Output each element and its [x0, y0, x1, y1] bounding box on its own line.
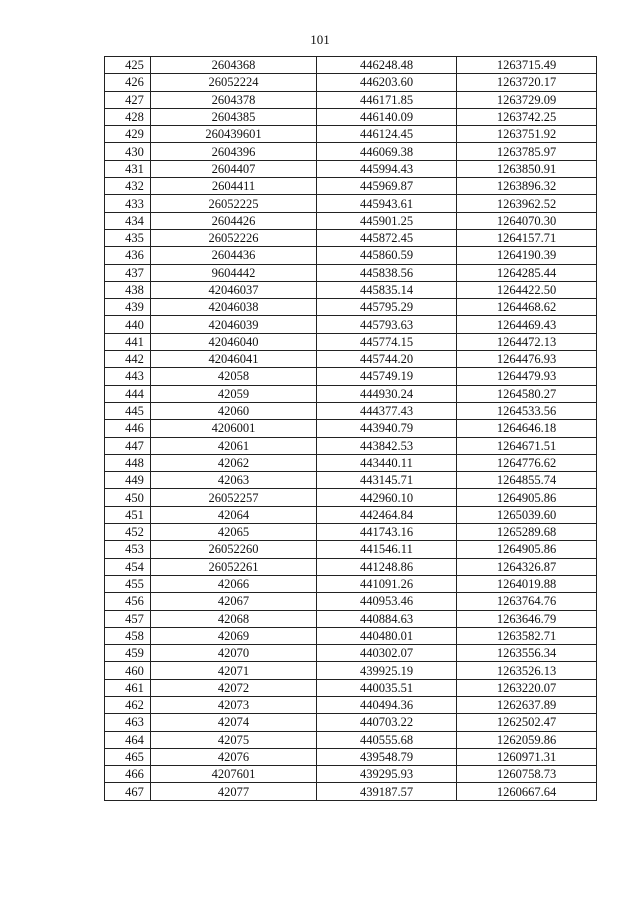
- coordinates-table-body: [105, 57, 597, 801]
- point-id-cell: 42076: [151, 748, 317, 765]
- x-coordinate-cell: 440302.07: [317, 645, 457, 662]
- table-row: [105, 333, 597, 350]
- table-row: [105, 437, 597, 454]
- table-row: [105, 281, 597, 298]
- table-row: [105, 593, 597, 610]
- x-coordinate-cell: 445774.15: [317, 333, 457, 350]
- table-row: [105, 783, 597, 800]
- row-index-cell: 436: [105, 247, 151, 264]
- table-row: [105, 247, 597, 264]
- row-index-cell: 445: [105, 402, 151, 419]
- y-coordinate-cell: 1262502.47: [457, 714, 597, 731]
- table-row: [105, 195, 597, 212]
- table-row: [105, 229, 597, 246]
- x-coordinate-cell: 439548.79: [317, 748, 457, 765]
- point-id-cell: 42046041: [151, 351, 317, 368]
- point-id-cell: 2604411: [151, 178, 317, 195]
- y-coordinate-cell: 1263556.34: [457, 645, 597, 662]
- table-row: [105, 160, 597, 177]
- point-id-cell: 26052261: [151, 558, 317, 575]
- y-coordinate-cell: 1260758.73: [457, 766, 597, 783]
- y-coordinate-cell: 1264580.27: [457, 385, 597, 402]
- point-id-cell: 26052224: [151, 74, 317, 91]
- y-coordinate-cell: 1260667.64: [457, 783, 597, 800]
- x-coordinate-cell: 445901.25: [317, 212, 457, 229]
- row-index-cell: 460: [105, 662, 151, 679]
- table-row: [105, 645, 597, 662]
- row-index-cell: 452: [105, 524, 151, 541]
- y-coordinate-cell: 1262059.86: [457, 731, 597, 748]
- y-coordinate-cell: 1264468.62: [457, 299, 597, 316]
- table-row: [105, 368, 597, 385]
- point-id-cell: 4207601: [151, 766, 317, 783]
- x-coordinate-cell: 442464.84: [317, 506, 457, 523]
- table-row: [105, 627, 597, 644]
- point-id-cell: 9604442: [151, 264, 317, 281]
- x-coordinate-cell: 445872.45: [317, 229, 457, 246]
- y-coordinate-cell: 1263582.71: [457, 627, 597, 644]
- row-index-cell: 442: [105, 351, 151, 368]
- y-coordinate-cell: 1264469.43: [457, 316, 597, 333]
- y-coordinate-cell: 1264070.30: [457, 212, 597, 229]
- table-row: [105, 420, 597, 437]
- y-coordinate-cell: 1264646.18: [457, 420, 597, 437]
- point-id-cell: 26052226: [151, 229, 317, 246]
- x-coordinate-cell: 446248.48: [317, 57, 457, 74]
- table-row: [105, 351, 597, 368]
- point-id-cell: 42046037: [151, 281, 317, 298]
- point-id-cell: 42065: [151, 524, 317, 541]
- y-coordinate-cell: 1263742.25: [457, 108, 597, 125]
- table-row: [105, 541, 597, 558]
- point-id-cell: 2604407: [151, 160, 317, 177]
- point-id-cell: 26052225: [151, 195, 317, 212]
- x-coordinate-cell: 441248.86: [317, 558, 457, 575]
- table-row: [105, 489, 597, 506]
- row-index-cell: 463: [105, 714, 151, 731]
- row-index-cell: 455: [105, 575, 151, 592]
- table-row: [105, 316, 597, 333]
- x-coordinate-cell: 441743.16: [317, 524, 457, 541]
- row-index-cell: 446: [105, 420, 151, 437]
- row-index-cell: 451: [105, 506, 151, 523]
- row-index-cell: 438: [105, 281, 151, 298]
- row-index-cell: 459: [105, 645, 151, 662]
- table-row: [105, 126, 597, 143]
- page-number: 101: [310, 32, 330, 47]
- y-coordinate-cell: 1264019.88: [457, 575, 597, 592]
- point-id-cell: 42074: [151, 714, 317, 731]
- y-coordinate-cell: 1263220.07: [457, 679, 597, 696]
- x-coordinate-cell: 445744.20: [317, 351, 457, 368]
- table-row: [105, 662, 597, 679]
- x-coordinate-cell: 445749.19: [317, 368, 457, 385]
- table-row: [105, 472, 597, 489]
- point-id-cell: 42046038: [151, 299, 317, 316]
- x-coordinate-cell: 443940.79: [317, 420, 457, 437]
- x-coordinate-cell: 440480.01: [317, 627, 457, 644]
- point-id-cell: 42063: [151, 472, 317, 489]
- row-index-cell: 428: [105, 108, 151, 125]
- x-coordinate-cell: 446069.38: [317, 143, 457, 160]
- point-id-cell: 42058: [151, 368, 317, 385]
- row-index-cell: 435: [105, 229, 151, 246]
- x-coordinate-cell: 445838.56: [317, 264, 457, 281]
- row-index-cell: 465: [105, 748, 151, 765]
- y-coordinate-cell: 1264776.62: [457, 454, 597, 471]
- row-index-cell: 449: [105, 472, 151, 489]
- table-row: [105, 696, 597, 713]
- y-coordinate-cell: 1263850.91: [457, 160, 597, 177]
- x-coordinate-cell: 444930.24: [317, 385, 457, 402]
- point-id-cell: 42068: [151, 610, 317, 627]
- y-coordinate-cell: 1264326.87: [457, 558, 597, 575]
- table-row: [105, 299, 597, 316]
- x-coordinate-cell: 442960.10: [317, 489, 457, 506]
- point-id-cell: 42072: [151, 679, 317, 696]
- point-id-cell: 42077: [151, 783, 317, 800]
- x-coordinate-cell: 443440.11: [317, 454, 457, 471]
- x-coordinate-cell: 446140.09: [317, 108, 457, 125]
- row-index-cell: 425: [105, 57, 151, 74]
- row-index-cell: 443: [105, 368, 151, 385]
- point-id-cell: 2604426: [151, 212, 317, 229]
- y-coordinate-cell: 1264285.44: [457, 264, 597, 281]
- point-id-cell: 42069: [151, 627, 317, 644]
- x-coordinate-cell: 445969.87: [317, 178, 457, 195]
- point-id-cell: 42073: [151, 696, 317, 713]
- row-index-cell: 447: [105, 437, 151, 454]
- x-coordinate-cell: 445860.59: [317, 247, 457, 264]
- table-row: [105, 385, 597, 402]
- x-coordinate-cell: 445943.61: [317, 195, 457, 212]
- point-id-cell: 42060: [151, 402, 317, 419]
- y-coordinate-cell: 1264855.74: [457, 472, 597, 489]
- point-id-cell: 42064: [151, 506, 317, 523]
- x-coordinate-cell: 443145.71: [317, 472, 457, 489]
- row-index-cell: 441: [105, 333, 151, 350]
- point-id-cell: 42070: [151, 645, 317, 662]
- y-coordinate-cell: 1265039.60: [457, 506, 597, 523]
- x-coordinate-cell: 446124.45: [317, 126, 457, 143]
- y-coordinate-cell: 1263896.32: [457, 178, 597, 195]
- table-row: [105, 766, 597, 783]
- x-coordinate-cell: 440703.22: [317, 714, 457, 731]
- row-index-cell: 454: [105, 558, 151, 575]
- y-coordinate-cell: 1263785.97: [457, 143, 597, 160]
- table-row: [105, 575, 597, 592]
- x-coordinate-cell: 440494.36: [317, 696, 457, 713]
- y-coordinate-cell: 1264905.86: [457, 541, 597, 558]
- point-id-cell: 4206001: [151, 420, 317, 437]
- x-coordinate-cell: 440953.46: [317, 593, 457, 610]
- y-coordinate-cell: 1264472.13: [457, 333, 597, 350]
- y-coordinate-cell: 1264422.50: [457, 281, 597, 298]
- table-row: [105, 558, 597, 575]
- row-index-cell: 467: [105, 783, 151, 800]
- table-row: [105, 748, 597, 765]
- table-row: [105, 506, 597, 523]
- point-id-cell: 2604385: [151, 108, 317, 125]
- point-id-cell: 42075: [151, 731, 317, 748]
- y-coordinate-cell: 1263764.76: [457, 593, 597, 610]
- y-coordinate-cell: 1264190.39: [457, 247, 597, 264]
- row-index-cell: 432: [105, 178, 151, 195]
- table-row: [105, 212, 597, 229]
- table-row: [105, 679, 597, 696]
- row-index-cell: 453: [105, 541, 151, 558]
- row-index-cell: 464: [105, 731, 151, 748]
- x-coordinate-cell: 440555.68: [317, 731, 457, 748]
- y-coordinate-cell: 1264533.56: [457, 402, 597, 419]
- x-coordinate-cell: 444377.43: [317, 402, 457, 419]
- table-row: [105, 143, 597, 160]
- x-coordinate-cell: 445793.63: [317, 316, 457, 333]
- point-id-cell: 42067: [151, 593, 317, 610]
- x-coordinate-cell: 443842.53: [317, 437, 457, 454]
- table-row: [105, 57, 597, 74]
- row-index-cell: 466: [105, 766, 151, 783]
- table-row: [105, 731, 597, 748]
- x-coordinate-cell: 446171.85: [317, 91, 457, 108]
- point-id-cell: 2604368: [151, 57, 317, 74]
- row-index-cell: 461: [105, 679, 151, 696]
- y-coordinate-cell: 1264476.93: [457, 351, 597, 368]
- row-index-cell: 462: [105, 696, 151, 713]
- point-id-cell: 42059: [151, 385, 317, 402]
- point-id-cell: 42046039: [151, 316, 317, 333]
- row-index-cell: 426: [105, 74, 151, 91]
- y-coordinate-cell: 1264905.86: [457, 489, 597, 506]
- x-coordinate-cell: 445795.29: [317, 299, 457, 316]
- y-coordinate-cell: 1264671.51: [457, 437, 597, 454]
- table-row: [105, 264, 597, 281]
- y-coordinate-cell: 1265289.68: [457, 524, 597, 541]
- row-index-cell: 427: [105, 91, 151, 108]
- point-id-cell: 26052260: [151, 541, 317, 558]
- x-coordinate-cell: 441091.26: [317, 575, 457, 592]
- row-index-cell: 457: [105, 610, 151, 627]
- point-id-cell: 260439601: [151, 126, 317, 143]
- point-id-cell: 42061: [151, 437, 317, 454]
- point-id-cell: 2604378: [151, 91, 317, 108]
- y-coordinate-cell: 1263646.79: [457, 610, 597, 627]
- table-row: [105, 454, 597, 471]
- x-coordinate-cell: 440035.51: [317, 679, 457, 696]
- row-index-cell: 456: [105, 593, 151, 610]
- y-coordinate-cell: 1263751.92: [457, 126, 597, 143]
- row-index-cell: 448: [105, 454, 151, 471]
- y-coordinate-cell: 1263962.52: [457, 195, 597, 212]
- point-id-cell: 2604396: [151, 143, 317, 160]
- x-coordinate-cell: 441546.11: [317, 541, 457, 558]
- table-row: [105, 108, 597, 125]
- point-id-cell: 42071: [151, 662, 317, 679]
- point-id-cell: 42066: [151, 575, 317, 592]
- x-coordinate-cell: 439295.93: [317, 766, 457, 783]
- table-row: [105, 610, 597, 627]
- x-coordinate-cell: 446203.60: [317, 74, 457, 91]
- table-row: [105, 524, 597, 541]
- coordinates-table: [104, 56, 597, 801]
- row-index-cell: 439: [105, 299, 151, 316]
- row-index-cell: 458: [105, 627, 151, 644]
- row-index-cell: 430: [105, 143, 151, 160]
- table-row: [105, 74, 597, 91]
- row-index-cell: 450: [105, 489, 151, 506]
- point-id-cell: 2604436: [151, 247, 317, 264]
- y-coordinate-cell: 1264479.93: [457, 368, 597, 385]
- y-coordinate-cell: 1263729.09: [457, 91, 597, 108]
- y-coordinate-cell: 1263720.17: [457, 74, 597, 91]
- x-coordinate-cell: 439187.57: [317, 783, 457, 800]
- table-row: [105, 91, 597, 108]
- row-index-cell: 437: [105, 264, 151, 281]
- point-id-cell: 26052257: [151, 489, 317, 506]
- row-index-cell: 433: [105, 195, 151, 212]
- row-index-cell: 431: [105, 160, 151, 177]
- y-coordinate-cell: 1263526.13: [457, 662, 597, 679]
- y-coordinate-cell: 1263715.49: [457, 57, 597, 74]
- table-row: [105, 402, 597, 419]
- point-id-cell: 42046040: [151, 333, 317, 350]
- row-index-cell: 444: [105, 385, 151, 402]
- y-coordinate-cell: 1260971.31: [457, 748, 597, 765]
- y-coordinate-cell: 1264157.71: [457, 229, 597, 246]
- x-coordinate-cell: 439925.19: [317, 662, 457, 679]
- row-index-cell: 440: [105, 316, 151, 333]
- y-coordinate-cell: 1262637.89: [457, 696, 597, 713]
- row-index-cell: 429: [105, 126, 151, 143]
- x-coordinate-cell: 445835.14: [317, 281, 457, 298]
- point-id-cell: 42062: [151, 454, 317, 471]
- x-coordinate-cell: 440884.63: [317, 610, 457, 627]
- table-row: [105, 714, 597, 731]
- x-coordinate-cell: 445994.43: [317, 160, 457, 177]
- row-index-cell: 434: [105, 212, 151, 229]
- table-row: [105, 178, 597, 195]
